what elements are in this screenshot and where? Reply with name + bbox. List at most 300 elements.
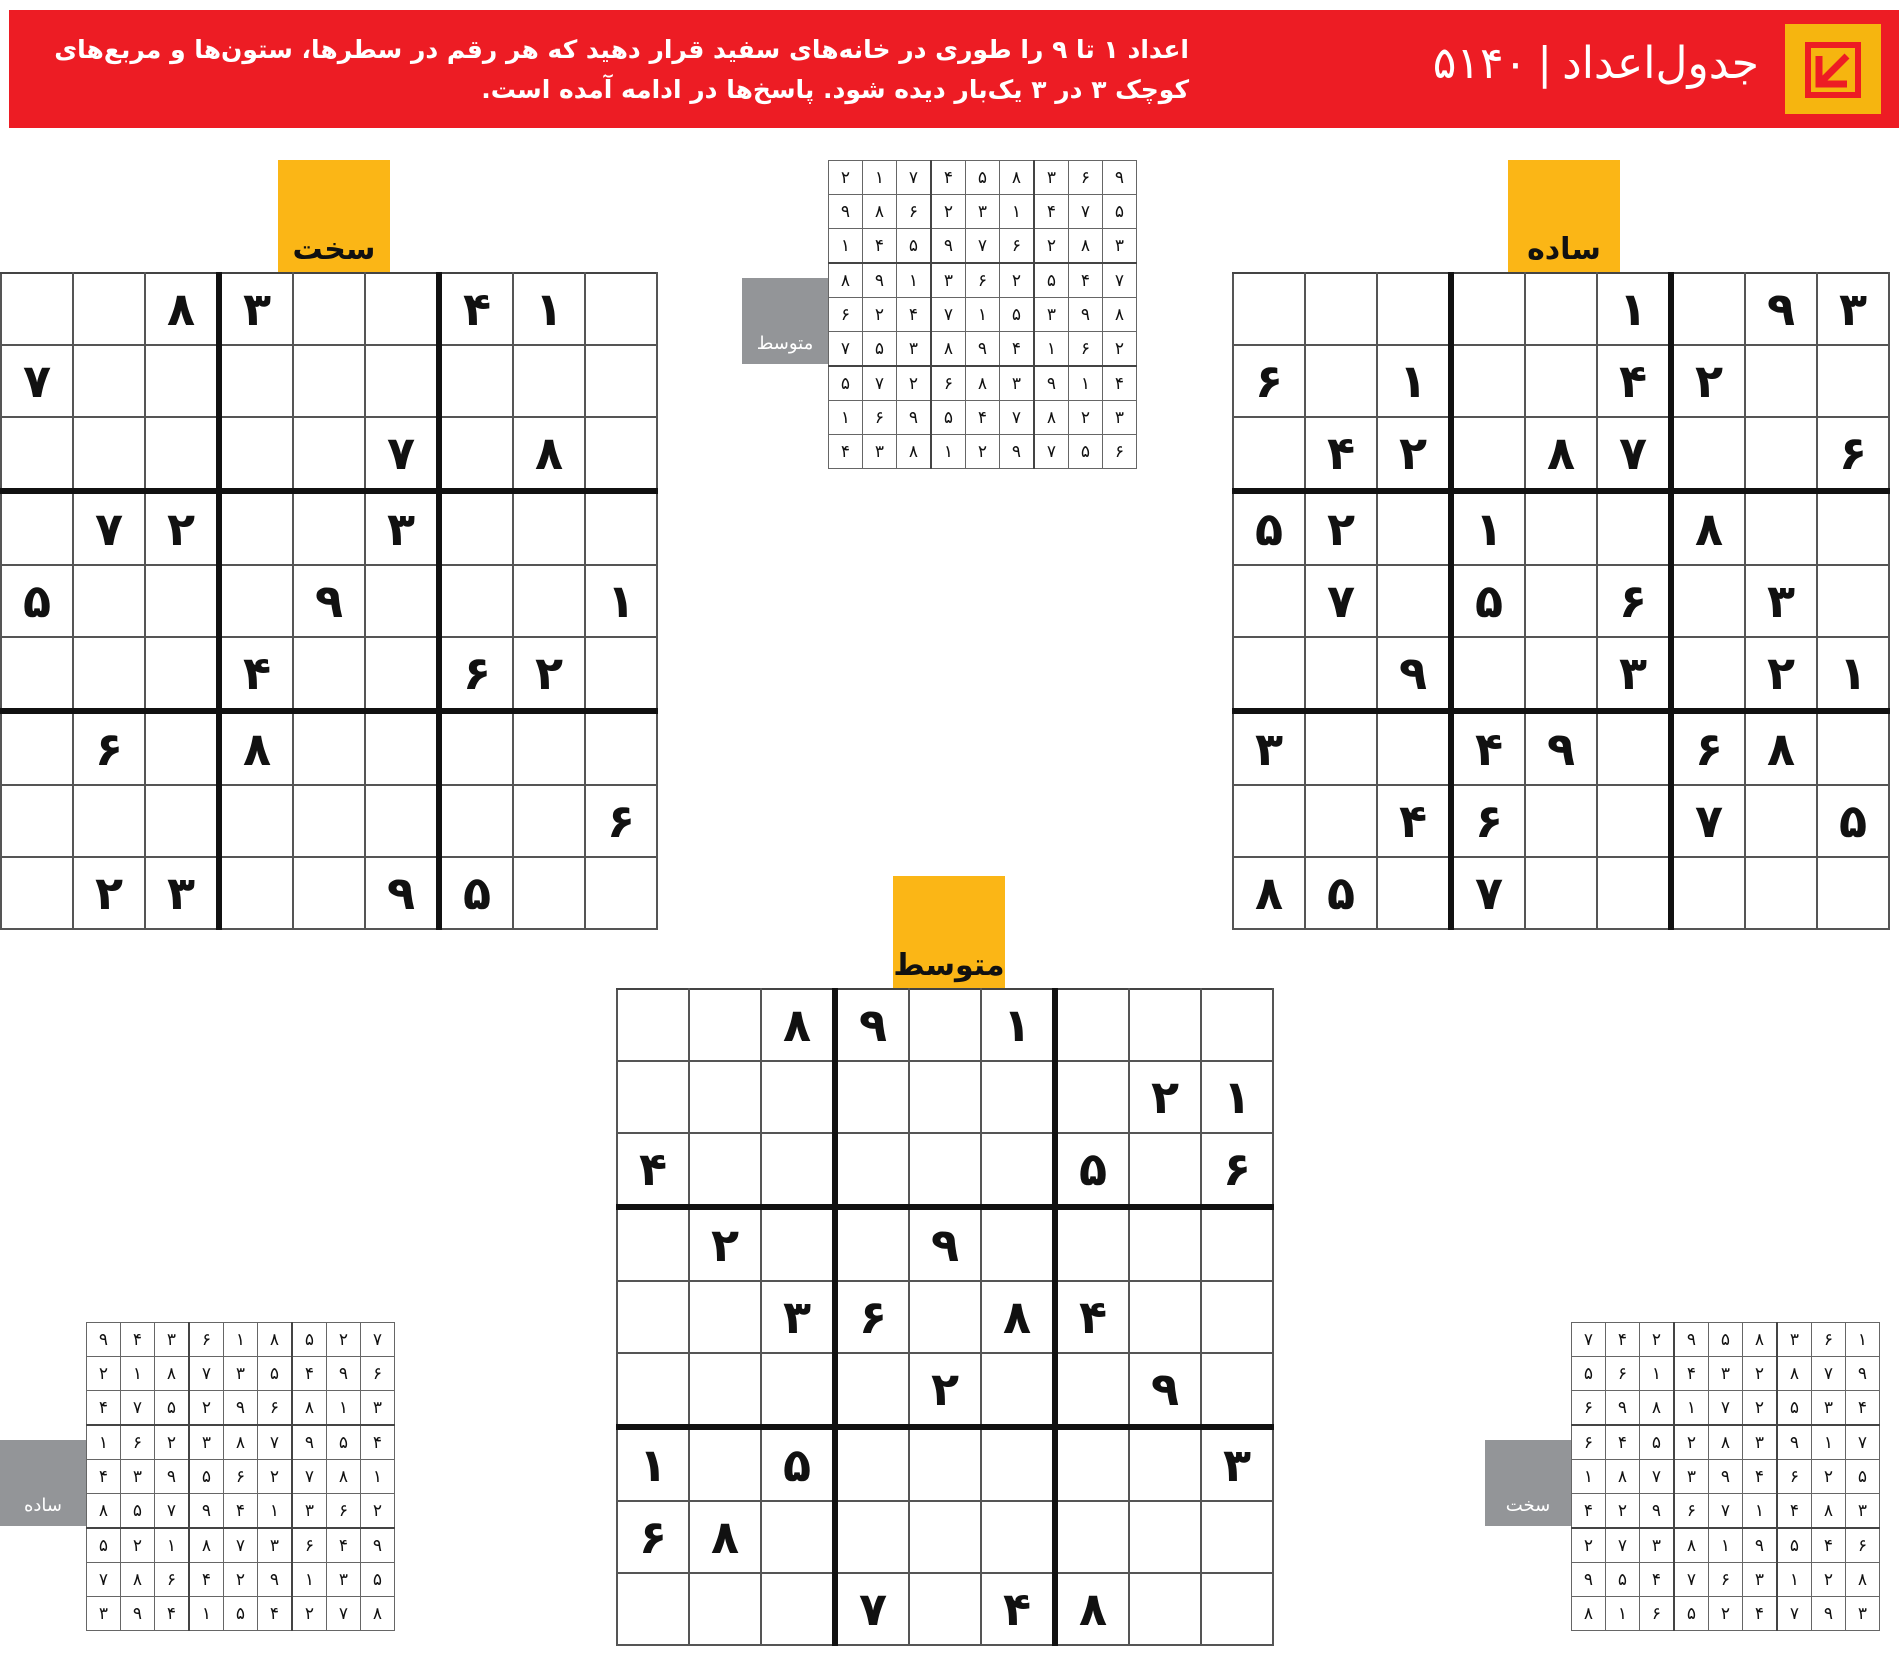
answer-cell: ۷ <box>1812 1357 1846 1391</box>
answer-cell: ۳ <box>1777 1323 1812 1357</box>
answer-cell: ۶ <box>189 1323 224 1357</box>
answer-cell: ۷ <box>1709 1391 1743 1426</box>
sudoku-cell: ۸ <box>1525 417 1597 491</box>
answer-cell: ۱ <box>863 161 897 195</box>
sudoku-cell <box>439 345 513 417</box>
answer-cell: ۹ <box>327 1357 361 1391</box>
sudoku-cell <box>981 1207 1055 1281</box>
answer-tag-medium: متوسط <box>742 278 828 364</box>
answer-cell: ۲ <box>1812 1563 1846 1597</box>
answer-cell: ۴ <box>1000 332 1035 367</box>
sudoku-cell <box>1201 989 1273 1061</box>
sudoku-cell <box>1377 273 1451 345</box>
sudoku-cell: ۳ <box>219 273 293 345</box>
answer-cell: ۲ <box>1812 1460 1846 1494</box>
sudoku-cell <box>689 1573 761 1645</box>
answer-cell: ۷ <box>897 161 932 195</box>
sudoku-cell <box>585 417 657 491</box>
answer-cell: ۹ <box>1000 435 1035 469</box>
sudoku-cell <box>1671 857 1745 929</box>
answer-cell: ۳ <box>1034 161 1069 195</box>
sudoku-cell <box>689 1353 761 1427</box>
grid-row <box>1233 785 1889 857</box>
answer-cell: ۲ <box>189 1391 224 1426</box>
sudoku-grid-medium <box>616 988 1274 1646</box>
sudoku-cell <box>1 273 73 345</box>
sudoku-cell: ۷ <box>1305 565 1377 637</box>
answer-cell: ۸ <box>1846 1563 1880 1597</box>
answer-cell: ۶ <box>1640 1597 1675 1631</box>
sudoku-cell <box>1233 785 1305 857</box>
answer-cell: ۱ <box>931 435 966 469</box>
sudoku-cell: ۹ <box>1525 711 1597 785</box>
sudoku-cell <box>1597 857 1671 929</box>
answer-cell: ۵ <box>931 401 966 435</box>
sudoku-cell <box>585 491 657 565</box>
sudoku-cell <box>1233 273 1305 345</box>
answer-cell: ۸ <box>155 1357 190 1391</box>
grid-row <box>1572 1391 1880 1426</box>
answer-cell: ۷ <box>1572 1323 1606 1357</box>
answer-grid-easy <box>86 1322 395 1631</box>
answer-cell: ۴ <box>1103 366 1137 401</box>
answer-cell: ۶ <box>121 1425 155 1460</box>
issue-number: ۵۱۴۰ <box>1432 38 1528 89</box>
sudoku-cell <box>585 345 657 417</box>
sudoku-cell <box>1201 1207 1273 1281</box>
answer-cell: ۹ <box>829 195 863 229</box>
sudoku-cell: ۸ <box>145 273 219 345</box>
answer-cell: ۴ <box>1846 1391 1880 1426</box>
sudoku-cell: ۵ <box>1305 857 1377 929</box>
answer-cell: ۳ <box>1743 1425 1778 1460</box>
sudoku-cell <box>365 637 439 711</box>
answer-cell: ۹ <box>1743 1528 1778 1563</box>
sudoku-cell: ۶ <box>1451 785 1525 857</box>
grid-row <box>1572 1528 1880 1563</box>
sudoku-cell: ۲ <box>513 637 585 711</box>
answer-cell: ۱ <box>1000 195 1035 229</box>
sudoku-cell <box>585 857 657 929</box>
sudoku-cell: ۹ <box>1745 273 1817 345</box>
answer-cell: ۱ <box>829 401 863 435</box>
answer-cell: ۳ <box>258 1528 293 1563</box>
sudoku-cell <box>1671 637 1745 711</box>
sudoku-cell <box>219 565 293 637</box>
sudoku-cell <box>761 1133 835 1207</box>
grid-row <box>1 273 657 345</box>
sudoku-cell: ۴ <box>617 1133 689 1207</box>
sudoku-cell: ۴ <box>1377 785 1451 857</box>
answer-cell: ۳ <box>931 263 966 298</box>
sudoku-cell <box>835 1061 909 1133</box>
grid-row <box>1233 417 1889 491</box>
sudoku-cell <box>365 711 439 785</box>
sudoku-cell <box>1129 1133 1201 1207</box>
answer-grid-hard <box>1571 1322 1880 1631</box>
grid-row <box>1 491 657 565</box>
grid-row <box>1572 1460 1880 1494</box>
sudoku-cell <box>73 273 145 345</box>
sudoku-cell <box>761 1501 835 1573</box>
sudoku-cell: ۶ <box>835 1281 909 1353</box>
sudoku-cell <box>439 785 513 857</box>
sudoku-cell <box>145 711 219 785</box>
sudoku-cell: ۸ <box>981 1281 1055 1353</box>
sudoku-cell: ۱ <box>981 989 1055 1061</box>
answer-cell: ۳ <box>1846 1597 1880 1631</box>
sudoku-cell: ۶ <box>1233 345 1305 417</box>
sudoku-cell <box>145 417 219 491</box>
grid-row <box>1233 711 1889 785</box>
sudoku-cell <box>835 1501 909 1573</box>
answer-cell: ۳ <box>966 195 1000 229</box>
answer-cell: ۵ <box>121 1494 155 1529</box>
answer-cell: ۴ <box>121 1323 155 1357</box>
sudoku-cell <box>909 989 981 1061</box>
level-tag-easy: ساده <box>1508 160 1620 272</box>
sudoku-cell: ۲ <box>1745 637 1817 711</box>
answer-cell: ۷ <box>1000 401 1035 435</box>
answer-cell: ۶ <box>1069 332 1103 367</box>
sudoku-cell <box>909 1427 981 1501</box>
answer-cell: ۳ <box>1640 1528 1675 1563</box>
sudoku-cell: ۹ <box>1377 637 1451 711</box>
sudoku-cell <box>617 1573 689 1645</box>
answer-cell: ۴ <box>1743 1460 1778 1494</box>
sudoku-cell <box>981 1427 1055 1501</box>
sudoku-cell <box>689 1427 761 1501</box>
answer-cell: ۸ <box>224 1425 258 1460</box>
answer-cell: ۹ <box>1709 1460 1743 1494</box>
grid-row <box>617 1281 1273 1353</box>
sudoku-cell <box>1451 637 1525 711</box>
sudoku-cell <box>909 1061 981 1133</box>
grid-row <box>1 857 657 929</box>
answer-cell: ۲ <box>931 195 966 229</box>
sudoku-cell: ۱ <box>1597 273 1671 345</box>
sudoku-cell <box>1745 417 1817 491</box>
sudoku-cell <box>617 1061 689 1133</box>
grid-row <box>1233 345 1889 417</box>
grid-row <box>1233 565 1889 637</box>
grid-row <box>829 263 1137 298</box>
sudoku-cell <box>1745 345 1817 417</box>
answer-cell: ۶ <box>292 1528 327 1563</box>
grid-row <box>87 1494 395 1529</box>
answer-cell: ۱ <box>1034 332 1069 367</box>
sudoku-cell <box>1525 857 1597 929</box>
answer-cell: ۲ <box>292 1597 327 1631</box>
sudoku-cell: ۳ <box>1233 711 1305 785</box>
sudoku-cell: ۵ <box>1817 785 1889 857</box>
grid-row <box>87 1528 395 1563</box>
answer-cell: ۷ <box>361 1323 395 1357</box>
sudoku-cell <box>1817 711 1889 785</box>
answer-cell: ۷ <box>327 1597 361 1631</box>
sudoku-cell <box>1129 1207 1201 1281</box>
sudoku-cell: ۹ <box>365 857 439 929</box>
sudoku-cell <box>761 1573 835 1645</box>
sudoku-cell <box>1525 565 1597 637</box>
grid-row <box>829 195 1137 229</box>
answer-cell: ۳ <box>1103 229 1137 264</box>
answer-cell: ۹ <box>931 229 966 264</box>
answer-cell: ۸ <box>1034 401 1069 435</box>
sudoku-cell <box>439 565 513 637</box>
sudoku-cell: ۷ <box>1597 417 1671 491</box>
sudoku-cell: ۷ <box>1671 785 1745 857</box>
answer-cell: ۳ <box>155 1323 190 1357</box>
answer-cell: ۱ <box>87 1425 121 1460</box>
grid-row <box>1572 1357 1880 1391</box>
answer-cell: ۱ <box>292 1563 327 1597</box>
answer-cell: ۷ <box>1640 1460 1675 1494</box>
answer-cell: ۹ <box>361 1528 395 1563</box>
sudoku-cell <box>1305 785 1377 857</box>
grid-row <box>829 332 1137 367</box>
answer-cell: ۶ <box>361 1357 395 1391</box>
sudoku-cell: ۱ <box>1817 637 1889 711</box>
sudoku-cell: ۲ <box>909 1353 981 1427</box>
answer-cell: ۱ <box>224 1323 258 1357</box>
sudoku-cell: ۸ <box>1745 711 1817 785</box>
answer-cell: ۹ <box>1846 1357 1880 1391</box>
sudoku-cell <box>617 989 689 1061</box>
answer-cell: ۳ <box>87 1597 121 1631</box>
answer-cell: ۳ <box>361 1391 395 1426</box>
sudoku-cell <box>293 857 365 929</box>
sudoku-cell <box>513 857 585 929</box>
answer-cell: ۸ <box>897 435 932 469</box>
title-separator: | <box>1537 38 1553 89</box>
answer-cell: ۸ <box>1640 1391 1675 1426</box>
grid-row <box>1572 1323 1880 1357</box>
answer-cell: ۲ <box>1572 1528 1606 1563</box>
sudoku-cell: ۳ <box>1745 565 1817 637</box>
sudoku-cell: ۹ <box>1129 1353 1201 1427</box>
answer-cell: ۷ <box>1674 1563 1709 1597</box>
answer-cell: ۱ <box>1640 1357 1675 1391</box>
answer-cell: ۵ <box>1709 1323 1743 1357</box>
answer-tag-easy: ساده <box>0 1440 86 1526</box>
grid-row <box>829 366 1137 401</box>
answer-cell: ۵ <box>1846 1460 1880 1494</box>
answer-cell: ۴ <box>224 1494 258 1529</box>
answer-cell: ۹ <box>1606 1391 1640 1426</box>
answer-cell: ۲ <box>1674 1425 1709 1460</box>
sudoku-cell <box>835 1353 909 1427</box>
sudoku-cell: ۹ <box>909 1207 981 1281</box>
sudoku-cell: ۹ <box>835 989 909 1061</box>
answer-cell: ۸ <box>1709 1425 1743 1460</box>
grid-row <box>829 435 1137 469</box>
sudoku-cell <box>1377 857 1451 929</box>
grid-row <box>1572 1425 1880 1460</box>
answer-tag-hard: سخت <box>1485 1440 1571 1526</box>
answer-cell: ۷ <box>1846 1425 1880 1460</box>
answer-cell: ۸ <box>1103 298 1137 332</box>
answer-cell: ۵ <box>1000 298 1035 332</box>
sudoku-cell <box>835 1207 909 1281</box>
sudoku-cell <box>1201 1573 1273 1645</box>
answer-cell: ۹ <box>1034 366 1069 401</box>
answer-cell: ۱ <box>966 298 1000 332</box>
answer-cell: ۷ <box>1034 435 1069 469</box>
answer-cell: ۴ <box>829 435 863 469</box>
answer-cell: ۹ <box>1103 161 1137 195</box>
sudoku-cell: ۵ <box>1451 565 1525 637</box>
sudoku-cell <box>145 785 219 857</box>
answer-cell: ۹ <box>121 1597 155 1631</box>
answer-cell: ۹ <box>863 263 897 298</box>
sudoku-cell <box>513 785 585 857</box>
sudoku-cell: ۱ <box>617 1427 689 1501</box>
sudoku-cell <box>1745 491 1817 565</box>
answer-cell: ۹ <box>1069 298 1103 332</box>
sudoku-cell <box>1525 491 1597 565</box>
sudoku-cell <box>1451 273 1525 345</box>
sudoku-cell <box>1817 857 1889 929</box>
sudoku-cell <box>761 1353 835 1427</box>
sudoku-grid-hard <box>0 272 658 930</box>
sudoku-cell: ۳ <box>1597 637 1671 711</box>
sudoku-cell <box>1305 637 1377 711</box>
answer-cell: ۲ <box>155 1425 190 1460</box>
sudoku-cell <box>689 1061 761 1133</box>
answer-cell: ۱ <box>1743 1494 1778 1529</box>
sudoku-cell: ۶ <box>1597 565 1671 637</box>
answer-cell: ۴ <box>258 1597 293 1631</box>
answer-cell: ۷ <box>224 1528 258 1563</box>
answer-cell: ۶ <box>1846 1528 1880 1563</box>
sudoku-cell <box>617 1207 689 1281</box>
answer-cell: ۵ <box>1069 435 1103 469</box>
answer-cell: ۵ <box>863 332 897 367</box>
sudoku-cell: ۱ <box>1201 1061 1273 1133</box>
sudoku-cell <box>909 1573 981 1645</box>
answer-cell: ۶ <box>931 366 966 401</box>
answer-cell: ۴ <box>1034 195 1069 229</box>
sudoku-cell <box>293 491 365 565</box>
sudoku-cell <box>1201 1281 1273 1353</box>
grid-row <box>617 1427 1273 1501</box>
answer-cell: ۷ <box>966 229 1000 264</box>
answer-cell: ۱ <box>1606 1597 1640 1631</box>
answer-cell: ۶ <box>258 1391 293 1426</box>
answer-cell: ۱ <box>1572 1460 1606 1494</box>
answer-cell: ۴ <box>1674 1357 1709 1391</box>
answer-cell: ۴ <box>1640 1563 1675 1597</box>
sudoku-cell <box>1 637 73 711</box>
sudoku-cell: ۵ <box>761 1427 835 1501</box>
sudoku-cell <box>909 1133 981 1207</box>
answer-cell: ۳ <box>1000 366 1035 401</box>
sudoku-cell <box>909 1501 981 1573</box>
answer-cell: ۴ <box>327 1528 361 1563</box>
sudoku-cell: ۵ <box>1 565 73 637</box>
answer-cell: ۴ <box>155 1597 190 1631</box>
sudoku-cell: ۸ <box>1055 1573 1129 1645</box>
answer-cell: ۵ <box>224 1597 258 1631</box>
answer-cell: ۵ <box>1640 1425 1675 1460</box>
sudoku-cell <box>1377 565 1451 637</box>
sudoku-cell <box>219 785 293 857</box>
answer-cell: ۸ <box>87 1494 121 1529</box>
answer-cell: ۶ <box>966 263 1000 298</box>
sudoku-cell: ۷ <box>1451 857 1525 929</box>
answer-cell: ۳ <box>189 1425 224 1460</box>
answer-cell: ۹ <box>1812 1597 1846 1631</box>
sudoku-cell <box>1671 565 1745 637</box>
sudoku-cell <box>1233 637 1305 711</box>
answer-cell: ۸ <box>1572 1597 1606 1631</box>
answer-cell: ۷ <box>258 1425 293 1460</box>
series-title: جدول‌اعداد <box>1562 38 1759 89</box>
answer-cell: ۸ <box>1812 1494 1846 1529</box>
grid-row <box>1 417 657 491</box>
sudoku-cell <box>981 1133 1055 1207</box>
answer-cell: ۳ <box>863 435 897 469</box>
answer-cell: ۲ <box>224 1563 258 1597</box>
sudoku-cell: ۷ <box>1 345 73 417</box>
answer-cell: ۶ <box>863 401 897 435</box>
sudoku-cell <box>1129 1281 1201 1353</box>
sudoku-cell <box>1055 1353 1129 1427</box>
sudoku-cell <box>1055 1427 1129 1501</box>
sudoku-cell <box>617 1281 689 1353</box>
sudoku-grid-easy <box>1232 272 1890 930</box>
sudoku-cell <box>439 417 513 491</box>
sudoku-cell: ۳ <box>1201 1427 1273 1501</box>
sudoku-cell: ۹ <box>293 565 365 637</box>
sudoku-cell: ۸ <box>689 1501 761 1573</box>
answer-cell: ۱ <box>1709 1528 1743 1563</box>
sudoku-cell <box>1525 345 1597 417</box>
answer-cell: ۵ <box>1606 1563 1640 1597</box>
sudoku-cell <box>585 711 657 785</box>
sudoku-cell <box>761 1207 835 1281</box>
answer-cell: ۵ <box>1572 1357 1606 1391</box>
sudoku-cell: ۳ <box>365 491 439 565</box>
sudoku-cell <box>617 1353 689 1427</box>
sudoku-cell <box>1817 491 1889 565</box>
answer-cell: ۶ <box>224 1460 258 1494</box>
answer-cell: ۲ <box>1709 1597 1743 1631</box>
answer-cell: ۹ <box>292 1425 327 1460</box>
grid-row <box>617 989 1273 1061</box>
sudoku-cell: ۲ <box>689 1207 761 1281</box>
grid-row <box>617 1133 1273 1207</box>
answer-cell: ۷ <box>155 1494 190 1529</box>
sudoku-cell: ۱ <box>1451 491 1525 565</box>
answer-cell: ۵ <box>258 1357 293 1391</box>
grid-row <box>1 785 657 857</box>
grid-row <box>829 229 1137 264</box>
answer-cell: ۶ <box>1606 1357 1640 1391</box>
answer-cell: ۴ <box>361 1425 395 1460</box>
answer-cell: ۵ <box>1103 195 1137 229</box>
answer-cell: ۱ <box>155 1528 190 1563</box>
answer-cell: ۲ <box>1606 1494 1640 1529</box>
sudoku-cell: ۶ <box>1201 1133 1273 1207</box>
answer-cell: ۸ <box>121 1563 155 1597</box>
sudoku-cell: ۴ <box>1597 345 1671 417</box>
sudoku-cell: ۸ <box>219 711 293 785</box>
answer-cell: ۱ <box>121 1357 155 1391</box>
sudoku-cell: ۸ <box>513 417 585 491</box>
level-tag-hard: سخت <box>278 160 390 272</box>
